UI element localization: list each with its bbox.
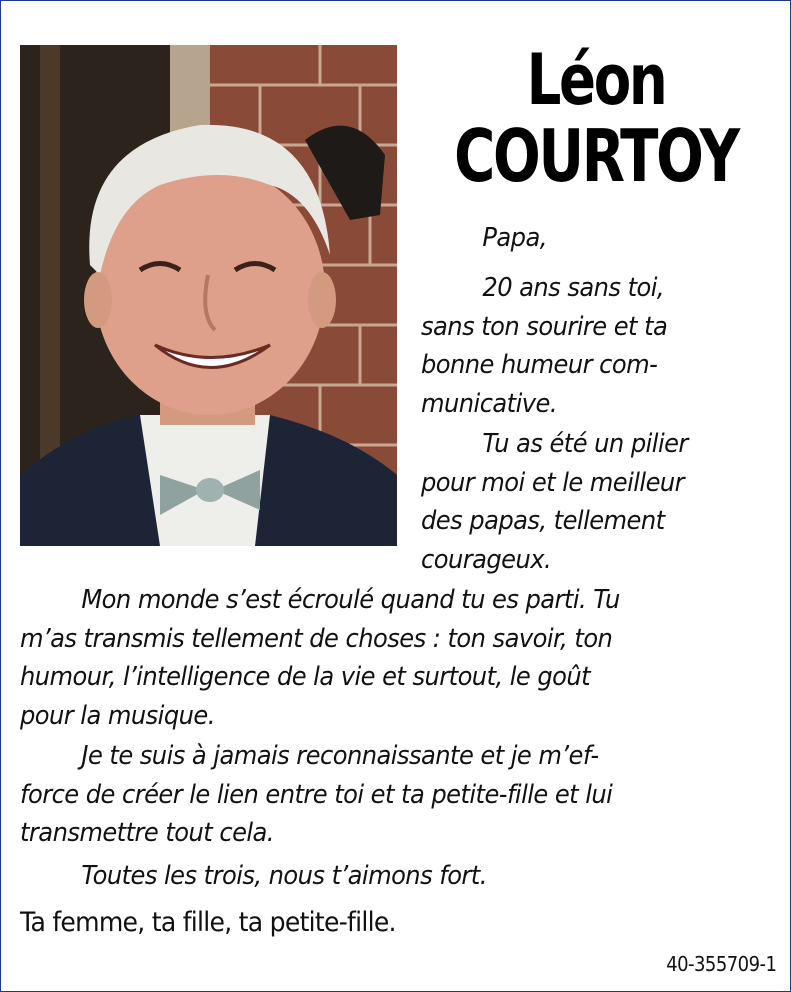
text-line: des papas, tellement bbox=[421, 506, 665, 536]
paragraph-intro bbox=[421, 269, 778, 423]
text-line: courageux. bbox=[421, 544, 552, 575]
text-line: Je te suis à jamais reconnaissante et je m’ef- bbox=[81, 741, 599, 771]
reference-number: 40-355709-1 bbox=[665, 952, 776, 976]
text-line: m’as transmis tellement de choses : ton savoir, ton bbox=[20, 623, 613, 654]
text-line: sans ton sourire et ta bbox=[421, 311, 668, 342]
text-line: pour moi et le meilleur bbox=[421, 467, 685, 498]
text-line: transmettre tout cela. bbox=[20, 818, 274, 848]
text-line: humour, l’intelligence de la vie et surtout, le goût bbox=[20, 662, 591, 692]
first-name: Léon bbox=[526, 39, 666, 121]
text-line: bonne humeur com- bbox=[421, 350, 658, 380]
text-line: Papa, bbox=[482, 223, 547, 253]
text-line: Toutes les trois, nous t’aimons fort. bbox=[81, 861, 487, 891]
paragraph-love bbox=[20, 857, 487, 896]
text-line: pour la musique. bbox=[20, 700, 215, 731]
paragraph-pillar bbox=[421, 425, 778, 579]
last-name: COURTOY bbox=[454, 114, 738, 198]
text-line: 20 ans sans toi, bbox=[482, 273, 665, 303]
text-line: municative. bbox=[421, 388, 557, 419]
signature: Ta femme, ta fille, ta petite-fille. bbox=[20, 907, 396, 938]
paragraph-grateful bbox=[20, 737, 612, 853]
paragraph-salutation bbox=[421, 219, 778, 258]
paragraph-world bbox=[20, 581, 620, 735]
text-line: Tu as été un pilier bbox=[482, 429, 688, 459]
text-line: force de créer le lien entre toi et ta petite-fille et lui bbox=[20, 779, 613, 810]
text-line: Mon monde s’est écroulé quand tu es parti. Tu bbox=[81, 585, 620, 615]
portrait-photo bbox=[20, 45, 397, 546]
